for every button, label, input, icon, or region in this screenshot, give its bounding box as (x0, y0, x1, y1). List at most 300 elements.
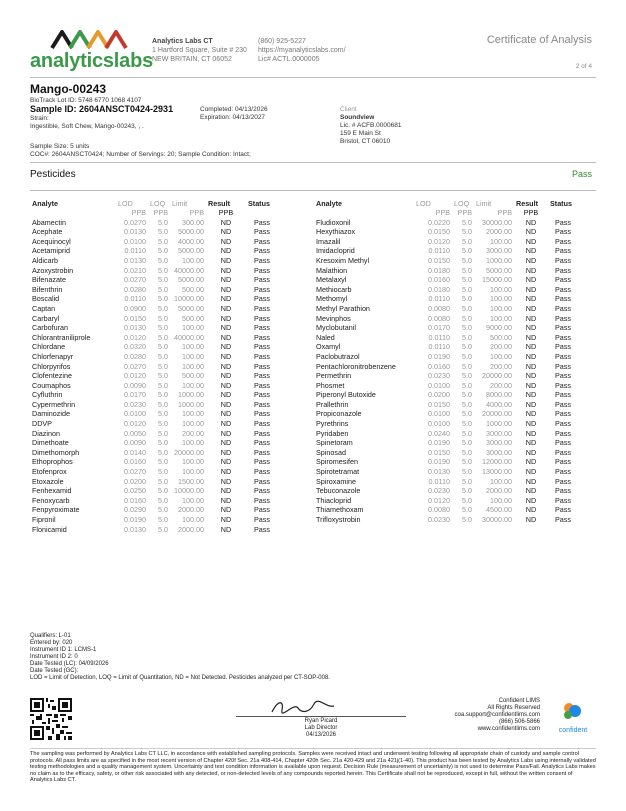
unit-limit: PPB (497, 208, 512, 217)
limit-cell: 5000.00 (178, 303, 204, 313)
analyte-cell: Spirotetramat (316, 467, 360, 477)
limit-cell: 100.00 (490, 236, 512, 246)
loq-cell: 5.0 (462, 476, 472, 486)
limit-cell: 5000.00 (486, 265, 512, 275)
lod-cell: 0.0130 (124, 255, 146, 265)
status-cell: Pass (555, 428, 571, 438)
result-cell: ND (525, 361, 537, 371)
table-row (314, 448, 578, 458)
status-cell: Pass (254, 323, 270, 333)
status-cell: Pass (254, 217, 270, 227)
result-cell: ND (220, 467, 232, 477)
table-row (314, 266, 578, 276)
table-row (30, 400, 278, 410)
lod-cell: 0.0160 (124, 457, 146, 467)
status-cell: Pass (254, 438, 270, 448)
analyte-cell: Bifenthrin (32, 284, 63, 294)
lod-cell: 0.0150 (124, 313, 146, 323)
lab-address-1: 1 Hartford Square, Suite # 230 (152, 47, 247, 54)
limit-cell: 500.00 (182, 284, 204, 294)
analyte-cell: Methomyl (316, 294, 348, 304)
lod-cell: 0.0050 (124, 428, 146, 438)
result-cell: ND (525, 342, 537, 352)
limit-cell: 40000.00 (174, 265, 204, 275)
result-cell: ND (220, 294, 232, 304)
legend-note: LOD = Limit of Detection, LOQ = Limit of Quantitation, ND = Not Detected. Pesticides analyzed per CT-SOP-008. (30, 675, 330, 681)
result-cell: ND (525, 332, 537, 342)
status-cell: Pass (254, 457, 270, 467)
table-row (314, 486, 578, 496)
lod-cell: 0.0250 (124, 486, 146, 496)
table-row (30, 246, 278, 256)
unit-result: PPB (218, 208, 234, 217)
lims-info (420, 698, 540, 733)
lims-web[interactable]: www.confidentlims.com (477, 726, 540, 732)
status-cell: Pass (254, 467, 270, 477)
loq-cell: 5.0 (462, 467, 472, 477)
table-row (314, 304, 578, 314)
loq-cell: 5.0 (158, 217, 168, 227)
analyte-cell: Methiocarb (316, 284, 352, 294)
lod-cell: 0.0110 (124, 294, 146, 304)
loq-cell: 5.0 (462, 505, 472, 515)
loq-cell: 5.0 (158, 447, 168, 457)
table-row (314, 333, 578, 343)
analyte-cell: Etofenprox (32, 467, 67, 477)
result-cell: ND (220, 438, 232, 448)
analyte-cell: Abamectin (32, 217, 66, 227)
lod-cell: 0.0190 (428, 351, 450, 361)
table-row (30, 342, 278, 352)
lod-cell: 0.0160 (428, 275, 450, 285)
limit-cell: 1500.00 (178, 476, 204, 486)
limit-cell: 100.00 (182, 351, 204, 361)
result-cell: ND (525, 409, 537, 419)
lod-cell: 0.0150 (428, 227, 450, 237)
document-title: Certificate of Analysis (486, 34, 592, 46)
signature-line (236, 716, 406, 717)
analyte-cell: Cypermethrin (32, 399, 76, 409)
completed-date: Completed: 04/13/2026 (200, 106, 268, 113)
status-cell: Pass (254, 371, 270, 381)
table-row (30, 381, 278, 391)
result-cell: ND (525, 495, 537, 505)
col-limit: Limit (476, 198, 492, 208)
analyte-cell: Pyridaben (316, 428, 349, 438)
table-row (314, 467, 578, 477)
loq-cell: 5.0 (158, 332, 168, 342)
limit-cell: 100.00 (490, 294, 512, 304)
status-cell: Pass (254, 515, 270, 524)
loq-cell: 5.0 (462, 390, 472, 400)
status-cell: Pass (555, 284, 571, 294)
status-cell: Pass (555, 457, 571, 467)
limit-cell: 100.00 (182, 515, 204, 524)
confident-logo-icon (560, 700, 584, 722)
result-cell: ND (525, 428, 537, 438)
client-block (340, 106, 401, 146)
status-cell: Pass (555, 399, 571, 409)
table-row (30, 477, 278, 487)
lod-cell: 0.0290 (124, 505, 146, 515)
lod-cell: 0.0110 (428, 332, 450, 342)
limit-cell: 100.00 (490, 476, 512, 486)
table-row (314, 285, 578, 295)
table-row (30, 362, 278, 372)
loq-cell: 5.0 (158, 236, 168, 246)
analyte-cell: Carbaryl (32, 313, 60, 323)
loq-cell: 5.0 (158, 505, 168, 515)
loq-cell: 5.0 (462, 428, 472, 438)
lod-cell: 0.0080 (428, 313, 450, 323)
result-cell: ND (525, 515, 537, 524)
analyte-cell: Dimethoate (32, 438, 69, 448)
limit-cell: 200.00 (490, 342, 512, 352)
section-divider-bottom (30, 190, 596, 191)
limit-cell: 5000.00 (178, 246, 204, 256)
result-cell: ND (220, 303, 232, 313)
lod-cell: 0.0120 (124, 419, 146, 429)
table-row (30, 448, 278, 458)
lab-name: Analytics Labs CT (152, 38, 213, 45)
limit-cell: 9000.00 (486, 323, 512, 333)
lod-cell: 0.0180 (428, 265, 450, 275)
loq-cell: 5.0 (158, 255, 168, 265)
result-cell: ND (525, 275, 537, 285)
header-divider (30, 77, 596, 78)
table-row (314, 409, 578, 419)
limit-cell: 300.00 (182, 217, 204, 227)
section-divider-top (30, 162, 596, 163)
lod-cell: 0.0100 (428, 419, 450, 429)
status-cell: Pass (555, 313, 571, 323)
logo (30, 28, 154, 72)
table-row (30, 294, 278, 304)
loq-cell: 5.0 (462, 457, 472, 467)
loq-cell: 5.0 (158, 515, 168, 524)
table-row (314, 505, 578, 515)
table-row (30, 333, 278, 343)
result-cell: ND (220, 457, 232, 467)
unit-lod: PPB (435, 208, 450, 217)
analyte-cell: Daminozide (32, 409, 70, 419)
limit-cell: 15000.00 (482, 275, 512, 285)
loq-cell: 5.0 (462, 351, 472, 361)
table-row (30, 227, 278, 237)
analyte-cell: Metalaxyl (316, 275, 347, 285)
analyte-cell: DDVP (32, 419, 52, 429)
lod-cell: 0.0150 (428, 255, 450, 265)
lod-cell: 0.0150 (428, 399, 450, 409)
lod-cell: 0.0110 (428, 342, 450, 352)
analyte-cell: Etoxazole (32, 476, 64, 486)
analyte-cell: Azoxystrobin (32, 265, 74, 275)
loq-cell: 5.0 (462, 495, 472, 505)
signatory-name: Ryan Picard (304, 718, 338, 724)
limit-cell: 4500.00 (486, 505, 512, 515)
analyte-cell: Diazinon (32, 428, 60, 438)
status-cell: Pass (555, 303, 571, 313)
result-cell: ND (525, 284, 537, 294)
analyte-cell: Oxamyl (316, 342, 341, 352)
status-cell: Pass (555, 495, 571, 505)
lod-cell: 0.0130 (124, 323, 146, 333)
result-cell: ND (525, 390, 537, 400)
limit-cell: 100.00 (490, 495, 512, 505)
col-loq: LOQ (454, 198, 470, 208)
lod-cell: 0.0120 (124, 371, 146, 381)
table-row (314, 323, 578, 333)
loq-cell: 5.0 (462, 303, 472, 313)
lab-license: Lic# ACTL.0000005 (258, 56, 320, 63)
loq-cell: 5.0 (462, 275, 472, 285)
result-cell: ND (220, 236, 232, 246)
limit-cell: 100.00 (182, 495, 204, 505)
limit-cell: 100.00 (182, 361, 204, 371)
status-cell: Pass (254, 419, 270, 429)
status-cell: Pass (555, 505, 571, 515)
result-cell: ND (220, 323, 232, 333)
status-cell: Pass (254, 255, 270, 265)
status-cell: Pass (254, 428, 270, 438)
limit-cell: 2000.00 (178, 524, 204, 534)
loq-cell: 5.0 (158, 284, 168, 294)
loq-cell: 5.0 (158, 313, 168, 323)
limit-cell: 13000.00 (482, 467, 512, 477)
analyte-cell: Fenpyroximate (32, 505, 80, 515)
status-cell: Pass (555, 409, 571, 419)
status-cell: Pass (555, 294, 571, 304)
loq-cell: 5.0 (462, 313, 472, 323)
table-row (30, 525, 278, 535)
lod-cell: 0.0900 (124, 303, 146, 313)
result-cell: ND (525, 380, 537, 390)
loq-cell: 5.0 (462, 438, 472, 448)
status-cell: Pass (254, 409, 270, 419)
lod-cell: 0.0270 (124, 275, 146, 285)
logo-wordmark: analyticslabs (30, 50, 154, 72)
table-row (30, 266, 278, 276)
limit-cell: 500.00 (182, 371, 204, 381)
analyte-cell: Mevinphos (316, 313, 351, 323)
limit-cell: 500.00 (490, 332, 512, 342)
table-row (30, 304, 278, 314)
loq-cell: 5.0 (158, 227, 168, 237)
instrument-2: Instrument ID 2: 0 (30, 654, 78, 660)
loq-cell: 5.0 (462, 227, 472, 237)
lims-phone: (866) 506-5866 (498, 719, 540, 725)
unit-lod: PPB (131, 208, 146, 217)
limit-cell: 4000.00 (178, 236, 204, 246)
limit-cell: 100.00 (490, 303, 512, 313)
limit-cell: 1000.00 (486, 255, 512, 265)
unit-limit: PPB (189, 208, 204, 217)
result-cell: ND (220, 246, 232, 256)
status-cell: Pass (254, 275, 270, 285)
loq-cell: 5.0 (462, 294, 472, 304)
analyte-cell: Myclobutanil (316, 323, 356, 333)
loq-cell: 5.0 (462, 380, 472, 390)
signature-icon (268, 698, 338, 716)
lod-cell: 0.0200 (428, 390, 450, 400)
table-row (30, 256, 278, 266)
col-result: Result (516, 198, 538, 208)
limit-cell: 20000.00 (482, 371, 512, 381)
result-cell: ND (525, 457, 537, 467)
table-row (314, 294, 578, 304)
analyte-cell: Hexythiazox (316, 227, 356, 237)
result-cell: ND (220, 505, 232, 515)
lod-cell: 0.0240 (428, 428, 450, 438)
result-cell: ND (525, 399, 537, 409)
table-row (30, 467, 278, 477)
analyte-cell: Spiromesifen (316, 457, 358, 467)
status-cell: Pass (254, 361, 270, 371)
loq-cell: 5.0 (462, 217, 472, 227)
analyte-cell: Boscalid (32, 294, 60, 304)
table-row (30, 409, 278, 419)
loq-cell: 5.0 (158, 361, 168, 371)
table-row (30, 419, 278, 429)
result-cell: ND (220, 227, 232, 237)
signatory-date: 04/13/2026 (305, 732, 337, 738)
analyte-cell: Prallethrin (316, 399, 349, 409)
result-cell: ND (220, 515, 232, 524)
lod-cell: 0.0150 (428, 447, 450, 457)
status-cell: Pass (555, 217, 571, 227)
status-cell: Pass (555, 351, 571, 361)
status-cell: Pass (555, 275, 571, 285)
table-row (30, 496, 278, 506)
result-cell: ND (525, 217, 537, 227)
col-result: Result (208, 198, 230, 208)
lod-cell: 0.0120 (124, 332, 146, 342)
units-row (314, 208, 578, 218)
section-title: Pesticides (30, 169, 76, 180)
lab-website[interactable]: https://myanalyticslabs.com/ (258, 47, 346, 54)
result-cell: ND (525, 303, 537, 313)
result-cell: ND (220, 275, 232, 285)
lod-cell: 0.0190 (124, 515, 146, 524)
limit-cell: 100.00 (182, 255, 204, 265)
limit-cell: 30000.00 (482, 217, 512, 227)
status-cell: Pass (555, 255, 571, 265)
limit-cell: 40000.00 (174, 332, 204, 342)
table-row (314, 400, 578, 410)
status-cell: Pass (555, 515, 571, 524)
analyte-cell: Methyl Parathion (316, 303, 370, 313)
result-cell: ND (220, 399, 232, 409)
lod-cell: 0.0130 (124, 227, 146, 237)
analyte-cell: Pentachloronitrobenzene (316, 361, 396, 371)
status-cell: Pass (555, 332, 571, 342)
status-cell: Pass (254, 332, 270, 342)
matrix: Ingestible, Soft Chew, Mango-00243, , . (30, 123, 144, 130)
result-cell: ND (525, 467, 537, 477)
lod-cell: 0.0170 (428, 323, 450, 333)
result-cell: ND (220, 419, 232, 429)
analyte-cell: Permethrin (316, 371, 352, 381)
result-cell: ND (220, 476, 232, 486)
status-cell: Pass (254, 524, 270, 534)
confident-logo (552, 700, 594, 734)
loq-cell: 5.0 (158, 476, 168, 486)
limit-cell: 10000.00 (174, 294, 204, 304)
lod-cell: 0.0320 (124, 342, 146, 352)
loq-cell: 5.0 (158, 409, 168, 419)
analyte-cell: Cyfluthrin (32, 390, 63, 400)
limit-cell: 20000.00 (174, 447, 204, 457)
analyte-cell: Fludioxonil (316, 217, 351, 227)
result-cell: ND (220, 351, 232, 361)
lod-cell: 0.0100 (124, 409, 146, 419)
loq-cell: 5.0 (462, 361, 472, 371)
client-street: 159 E Main St (340, 130, 381, 137)
limit-cell: 100.00 (490, 351, 512, 361)
loq-cell: 5.0 (462, 265, 472, 275)
biotrack-id: BioTrack Lot ID: 5748 6770 1068 4107 (30, 97, 142, 104)
analyte-cell: Acetamiprid (32, 246, 70, 256)
status-cell: Pass (254, 476, 270, 486)
lod-cell: 0.0080 (428, 505, 450, 515)
limit-cell: 8000.00 (486, 390, 512, 400)
status-cell: Pass (555, 486, 571, 496)
sample-id: Sample ID: 2604ANSCT0424-2931 (30, 104, 174, 114)
limit-cell: 1000.00 (178, 390, 204, 400)
lod-cell: 0.0140 (124, 447, 146, 457)
result-cell: ND (220, 447, 232, 457)
analyte-cell: Fenoxycarb (32, 495, 70, 505)
lod-cell: 0.0130 (428, 467, 450, 477)
table-row (314, 390, 578, 400)
signatory (236, 718, 406, 739)
qualifiers: Qualifiers: L-01 (30, 633, 71, 639)
status-cell: Pass (254, 294, 270, 304)
analyte-cell: Dimethomorph (32, 447, 80, 457)
analyte-cell: Fipronil (32, 515, 56, 524)
status-cell: Pass (254, 342, 270, 352)
status-cell: Pass (555, 246, 571, 256)
status-cell: Pass (555, 361, 571, 371)
lod-cell: 0.0170 (124, 390, 146, 400)
table-row (30, 371, 278, 381)
test-notes (30, 633, 330, 682)
limit-cell: 100.00 (182, 457, 204, 467)
qr-code-icon[interactable] (30, 698, 72, 740)
loq-cell: 5.0 (158, 371, 168, 381)
loq-cell: 5.0 (158, 342, 168, 352)
analyte-cell: Flonicamid (32, 524, 67, 534)
status-cell: Pass (254, 227, 270, 237)
unit-loq: PPB (153, 208, 168, 217)
status-cell: Pass (254, 351, 270, 361)
status-cell: Pass (254, 495, 270, 505)
status-cell: Pass (555, 323, 571, 333)
lims-email[interactable]: coa.support@confidentlims.com (454, 712, 540, 718)
result-cell: ND (220, 284, 232, 294)
loq-cell: 5.0 (158, 246, 168, 256)
limit-cell: 3000.00 (486, 246, 512, 256)
limit-cell: 12000.00 (482, 457, 512, 467)
limit-cell: 5000.00 (178, 227, 204, 237)
lab-phone: (860) 925-5227 (258, 38, 306, 45)
limit-cell: 3000.00 (486, 428, 512, 438)
analyte-cell: Coumaphos (32, 380, 71, 390)
lod-cell: 0.0100 (124, 236, 146, 246)
loq-cell: 5.0 (158, 399, 168, 409)
date-tested-lc: Date Tested (LC): 04/09/2026 (30, 661, 109, 667)
limit-cell: 100.00 (182, 380, 204, 390)
